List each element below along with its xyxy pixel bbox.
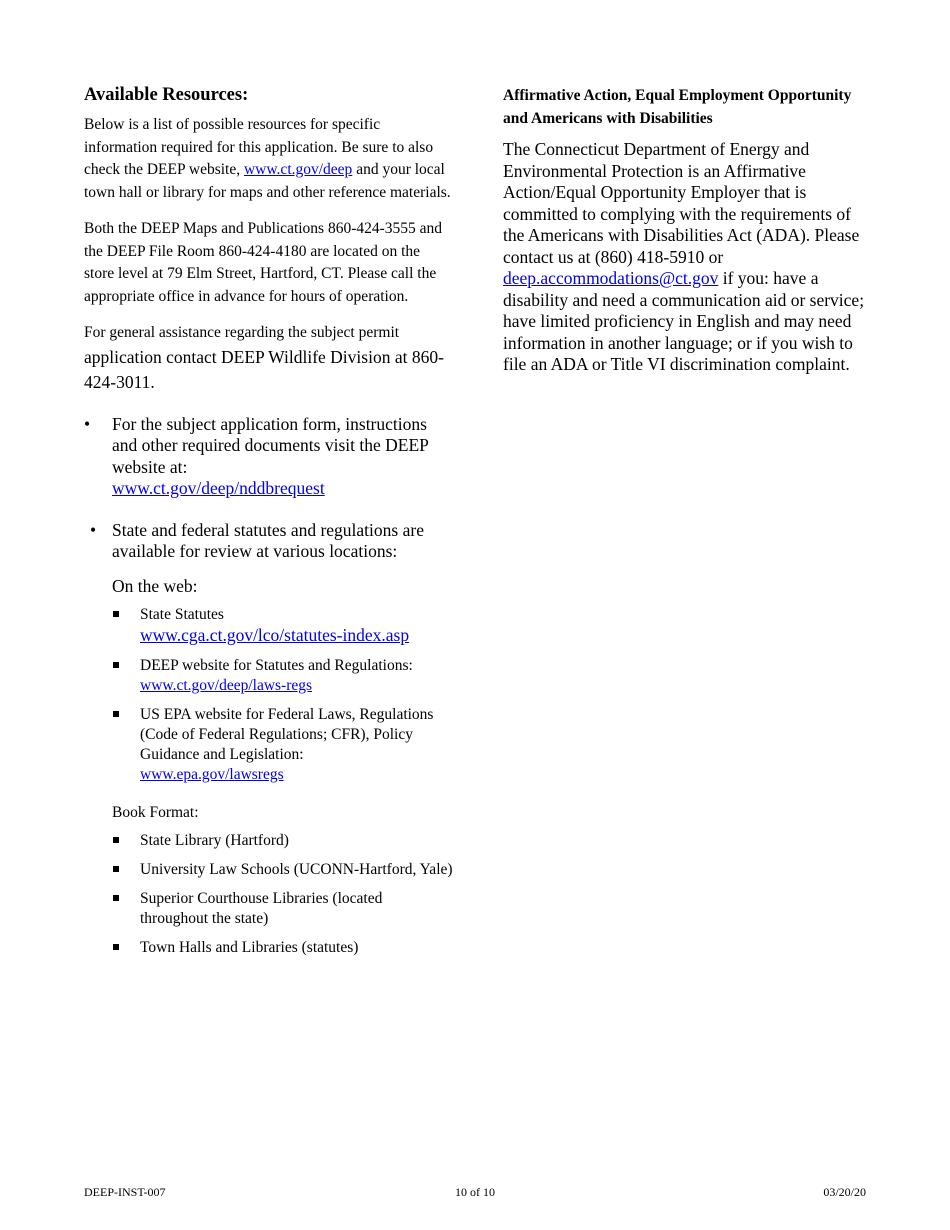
right-column (503, 84, 873, 376)
list-item (112, 889, 454, 929)
deep-laws-regs-link[interactable]: www.ct.gov/deep/laws-regs (140, 676, 313, 694)
square-bullet-icon (113, 944, 119, 950)
left-column (84, 84, 454, 978)
state-statutes-link[interactable]: www.cga.ct.gov/lco/statutes-index.asp (140, 624, 410, 645)
available-resources-heading: Available Resources: (84, 85, 249, 105)
square-bullet-icon (113, 662, 119, 668)
square-bullet-icon (113, 711, 119, 717)
book-item-label: State Library (Hartford) (140, 831, 289, 849)
affirmative-action-text-before: The Connecticut Department of Energy and Environmental Protection is an Affirmative Action/Equal Opportunity Employer that is committed to complying with the requirements of the Americans with Disabilities Act (ADA). Please contact us at (860) 418-5910 or (503, 139, 860, 267)
epa-lawsregs-link[interactable]: www.epa.gov/lawsregs (140, 765, 284, 783)
footer-page-number: 10 of 10 (455, 1185, 495, 1199)
bullet-statutes (84, 520, 454, 958)
square-bullet-icon (113, 895, 119, 901)
web-item-label: US EPA website for Federal Laws, Regulations (Code of Federal Regulations; CFR), Policy Guidance and Legislation: (140, 705, 434, 763)
web-item-label: DEEP website for Statutes and Regulations: (140, 656, 413, 674)
web-resources-list (112, 605, 454, 785)
accommodations-email-link[interactable]: deep.accommodations@ct.gov (503, 268, 719, 288)
affirmative-action-heading: Affirmative Action, Equal Employment Opportunity and Americans with Disabilities (503, 87, 852, 127)
general-assistance-text-large: application contact DEEP Wildlife Division at 860-424-3011. (84, 346, 444, 392)
general-assistance-paragraph (84, 322, 454, 396)
list-item (112, 705, 454, 785)
affirmative-action-paragraph (503, 139, 873, 376)
deep-website-link[interactable]: www.ct.gov/deep (243, 161, 353, 178)
intro-paragraph (84, 114, 454, 204)
book-format-heading: Book Format: (112, 803, 199, 821)
book-item-label: Superior Courthouse Libraries (located throughout the state) (140, 889, 383, 927)
square-bullet-icon (113, 866, 119, 872)
footer-form-id: DEEP-INST-007 (84, 1185, 166, 1199)
list-item (112, 938, 454, 958)
list-item (112, 605, 454, 647)
book-item-label: University Law Schools (UCONN-Hartford, Yale) (140, 860, 453, 878)
affirmative-action-text-after: if you: have a disability and need a communication aid or service; have limited proficiency in English and may need information in another language; or if you wish to file an ADA or Title VI discrimination complaint. (503, 268, 865, 374)
square-bullet-icon (113, 611, 119, 617)
intro-text-before: Below is a list of possible resources for specific information required for this application. Be sure to also check the DEEP website, (84, 116, 434, 178)
bullet-application-form-text: For the subject application form, instructions and other required documents visit the DEEP website at: (112, 413, 429, 477)
book-resources-list (112, 831, 454, 958)
locations-paragraph: Both the DEEP Maps and Publications 860-424-3555 and the DEEP File Room 860-424-4180 are located on the store level at 79 Elm Street, Hartford, CT. Please call the appropriate office in advance for hours of operation. (84, 220, 443, 305)
list-item (112, 860, 454, 880)
footer-date: 03/20/20 (823, 1185, 866, 1199)
list-item (112, 656, 454, 696)
bullet-statutes-text: State and federal statutes and regulations are available for review at various locations: (112, 519, 424, 561)
resource-bullets (84, 414, 454, 958)
nddbrequest-link[interactable]: www.ct.gov/deep/nddbrequest (112, 478, 325, 498)
square-bullet-icon (113, 837, 119, 843)
bullet-dot: • (90, 519, 97, 540)
bullet-application-form (84, 414, 454, 500)
intro-text-after: and your local town hall or library for maps and other reference materials. (84, 161, 451, 201)
bullet-dot: • (84, 413, 91, 434)
list-item (112, 831, 454, 851)
book-item-label: Town Halls and Libraries (statutes) (140, 938, 359, 956)
on-the-web-heading: On the web: (112, 575, 198, 596)
general-assistance-text-small: For general assistance regarding the subject permit (84, 324, 400, 341)
web-item-label: State Statutes (140, 605, 224, 623)
